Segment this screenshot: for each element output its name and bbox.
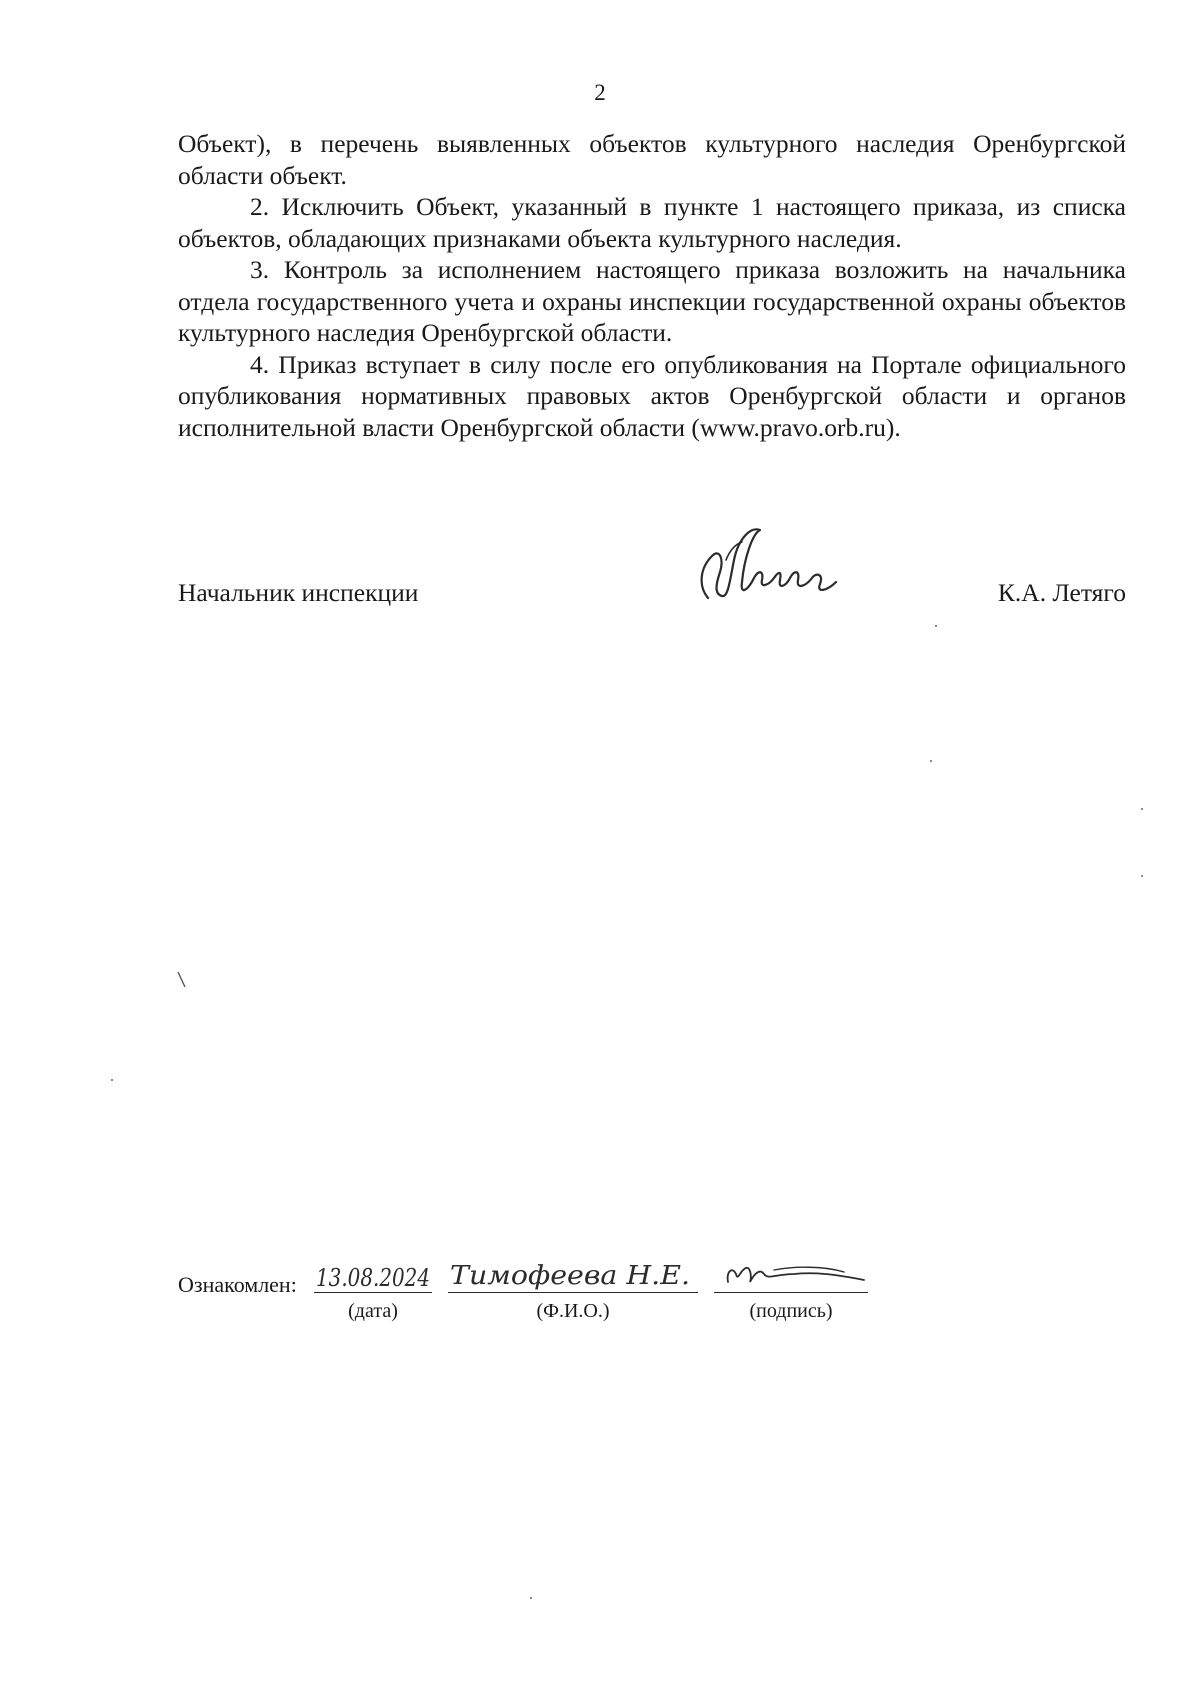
ack-signature-field	[714, 1258, 868, 1322]
svg-text:13.08.2024: 13.08.2024	[316, 1264, 430, 1292]
fio-caption: (Ф.И.О.)	[536, 1300, 610, 1322]
scan-mark	[176, 970, 188, 990]
date-caption: (дата)	[348, 1300, 398, 1322]
scan-speck	[935, 625, 937, 627]
signature-caption: (подпись)	[749, 1300, 833, 1322]
acknowledgment-block	[178, 1258, 898, 1338]
acknowledgment-label: Ознакомлен:	[178, 1272, 297, 1297]
page-number: 2	[594, 80, 606, 105]
signer-position: Начальник инспекции	[178, 578, 419, 607]
svg-text:Тимофеева Н.Е.: Тимофеева Н.Е.	[450, 1261, 690, 1291]
signer-name: К.А. Летяго	[997, 578, 1126, 607]
document-body	[178, 128, 1126, 443]
scan-speck	[930, 760, 932, 762]
paragraph-item-3: 3. Контроль за исполнением настоящего приказа возложить на начальника отдела государственного учета и охраны инспекции государственной охраны объектов культурного наследия Оренбургской области.	[178, 255, 1126, 347]
scan-speck	[1141, 808, 1143, 810]
signature-block	[178, 578, 1126, 618]
ack-date-field	[314, 1258, 432, 1322]
scan-speck	[530, 1597, 532, 1599]
ack-handwritten-signature	[714, 1252, 868, 1296]
handwritten-fio	[448, 1252, 698, 1296]
paragraph-item-2: 2. Исключить Объект, указанный в пункте 1 настоящего приказа, из списка объектов, обладающих признаками объекта культурного наследия.	[178, 192, 1126, 253]
scan-speck	[1141, 875, 1143, 877]
scan-speck	[111, 1079, 113, 1081]
handwritten-date	[314, 1252, 432, 1296]
paragraph-continuation: Объект), в перечень выявленных объектов культурного наследия Оренбургской области объект.	[178, 129, 1126, 190]
ack-fio-field	[448, 1258, 698, 1322]
paragraph-item-4: 4. Приказ вступает в силу после его опубликования на Портале официального опубликования нормативных правовых актов Оренбургской области и органов исполнительной власти Оренбургской области (www.pravo.orb.ru).	[178, 349, 1126, 442]
